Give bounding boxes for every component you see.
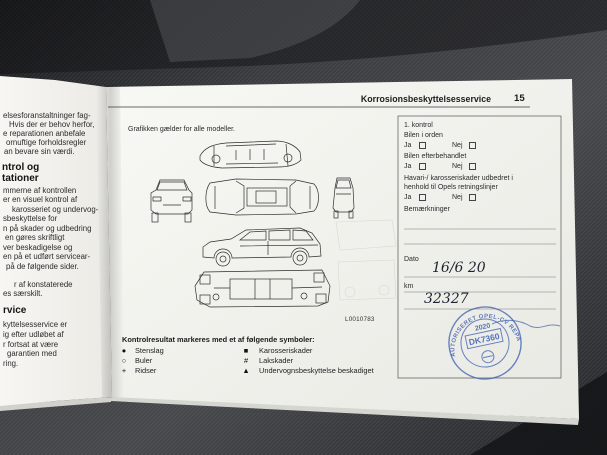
question-label: Havari-/ karosseriskader udbedret i [404, 175, 513, 182]
left-page-heading: ntrol og [2, 162, 40, 173]
left-page-line: er en visuel kontrol af [3, 195, 78, 204]
km-label: km [404, 283, 414, 290]
yes-label: Ja [404, 163, 412, 170]
underbody-damage-symbol: ▲ [242, 366, 250, 375]
question-label: henhold til Opels retningslinjer [404, 184, 498, 191]
legend-title: Kontrolresultat markeres med et af følgende symboler: [122, 335, 315, 344]
stamp-year: 2020 [474, 322, 492, 333]
yes-checkbox [419, 194, 426, 201]
figure-code: L0010783 [345, 316, 375, 323]
stamp-code: DK7360 [467, 330, 501, 348]
date-label: Dato [404, 256, 419, 263]
legend-label: Ridser [135, 366, 157, 375]
no-checkbox [469, 142, 476, 149]
left-page-line: elsesforanstaltninger fag- [3, 111, 91, 120]
left-page-line: karosseriet og undervog- [12, 205, 99, 214]
yes-label: Ja [404, 142, 412, 149]
dent-symbol: ○ [121, 356, 127, 365]
legend-label: Lakskader [259, 356, 294, 365]
scratch-symbol: + [121, 366, 127, 375]
left-page-line: Hvis der er behov herfor, [9, 120, 95, 129]
paint-damage-symbol: # [243, 356, 249, 365]
yes-checkbox [419, 142, 426, 149]
left-page-line: an bevare sin værdi. [4, 147, 75, 156]
left-page-line: es særskilt. [3, 289, 43, 298]
yes-label: Ja [404, 194, 412, 201]
form-title: 1. kontrol [404, 122, 433, 129]
question-label: Bilen i orden [404, 132, 443, 139]
question-label: Bilen efterbehandlet [404, 153, 467, 160]
no-checkbox [469, 163, 476, 170]
no-label: Nej [452, 194, 463, 201]
legend-label: Undervognsbeskyttelse beskadiget [259, 366, 374, 375]
yes-checkbox [419, 163, 426, 170]
left-page-line: ig efter udløbet af [3, 330, 64, 339]
left-page-line: garantien med [7, 349, 57, 358]
left-page-line: r fortsat at være [3, 340, 59, 349]
no-label: Nej [452, 142, 463, 149]
left-page-line: kyttelsesservice er [3, 320, 68, 329]
legend-label: Karosseriskader [259, 346, 313, 355]
stamp-ring-text: AUTORISERET OPEL-CV REPARATØR [450, 313, 522, 358]
graphic-note: Grafikken gælder for alle modeller. [128, 126, 235, 133]
page-title: Korrosionsbeskyttelsesservice [360, 94, 491, 104]
body-damage-symbol: ■ [243, 346, 249, 355]
left-page-line: en gøres skriftligt [5, 233, 65, 242]
legend-label: Stenslag [135, 346, 164, 355]
left-page-line: ver beskadigelse og [3, 243, 73, 252]
handwritten-km: 32327 [424, 291, 469, 307]
left-page-heading: rvice [3, 305, 27, 316]
left-page-line: en på et udført servicear- [3, 252, 91, 261]
left-page-line: ring. [3, 359, 19, 368]
left-page-line: e reparationen anbefale [3, 129, 86, 138]
left-page-line: n på skader og udbedring [3, 224, 92, 233]
remarks-label: Bemærkninger [404, 206, 450, 213]
handwritten-date: 16/6 20 [432, 260, 486, 276]
left-page-line: på de følgende sider. [6, 262, 79, 271]
left-page-line: mmerne af kontrollen [3, 186, 77, 195]
left-page-line: ornuftige forholdsregler [6, 138, 87, 147]
left-page-line: sbeskyttelse for [3, 214, 58, 223]
legend-label: Buler [135, 356, 153, 365]
left-page-heading: tationer [2, 173, 39, 184]
no-checkbox [469, 194, 476, 201]
page-number: 15 [514, 93, 525, 104]
left-page-line: r af konstaterede [14, 280, 73, 289]
stone-chip-symbol: ● [121, 346, 127, 355]
no-label: Nej [452, 163, 463, 170]
